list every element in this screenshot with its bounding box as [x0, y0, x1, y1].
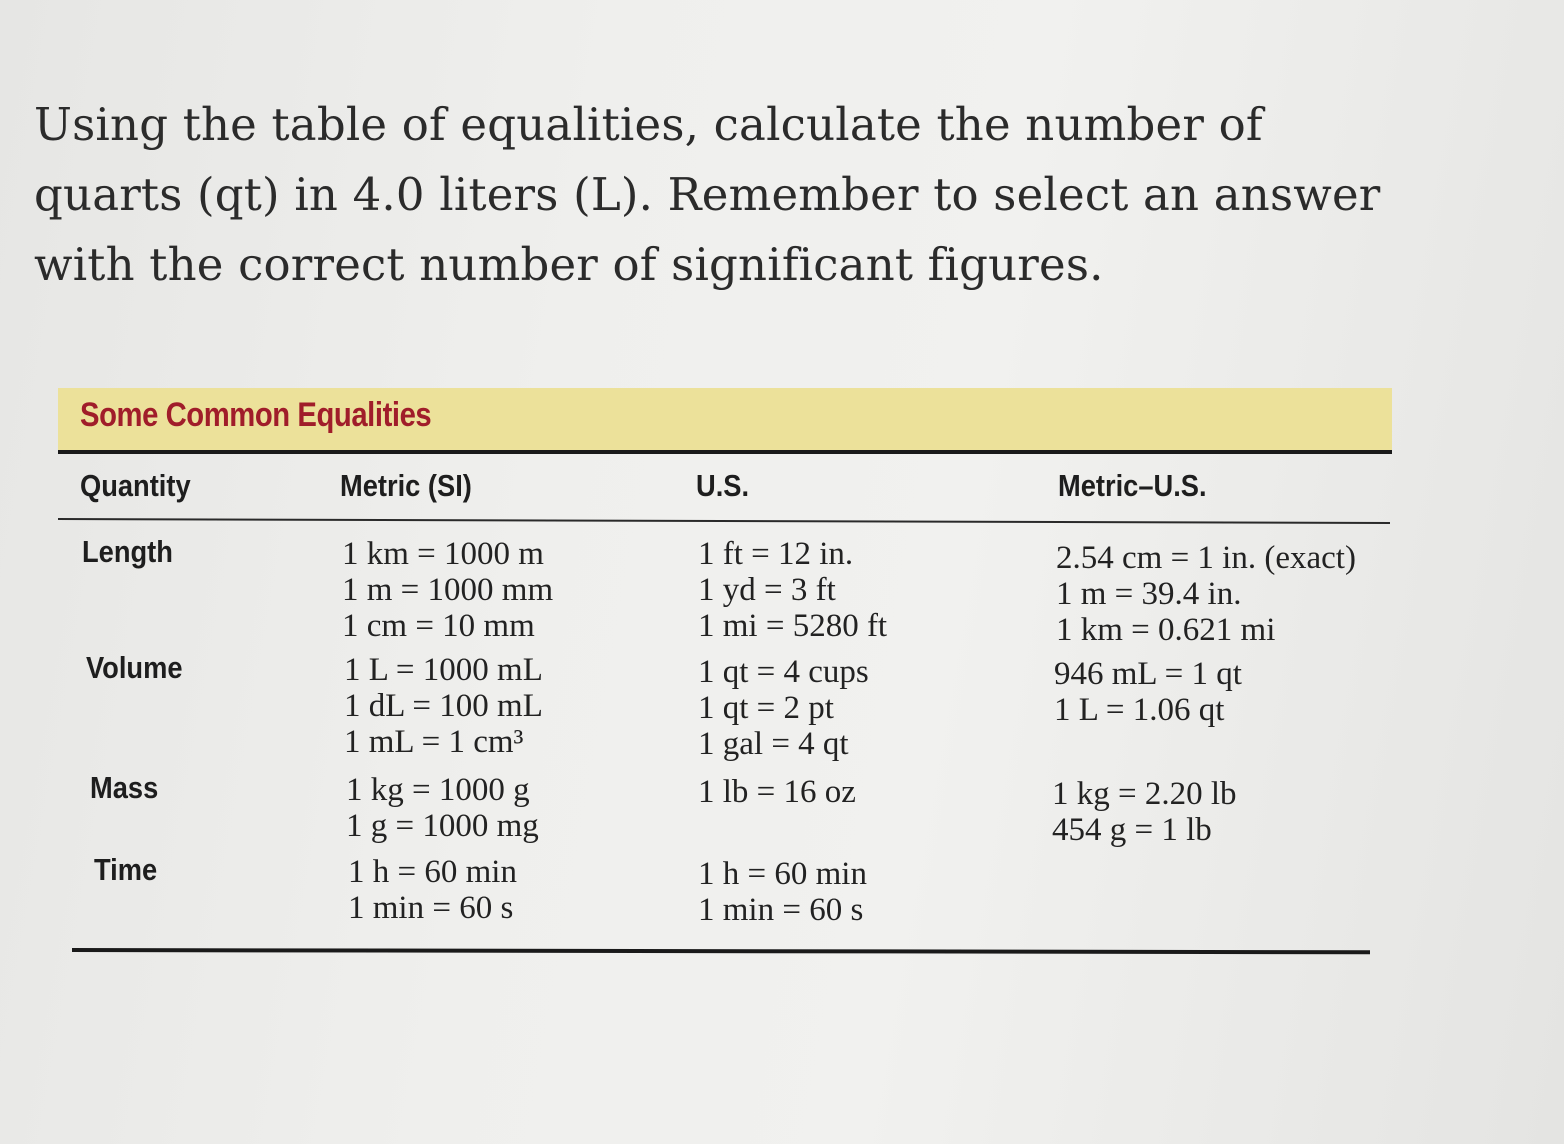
table-cell-line: 1 h = 60 min [348, 854, 517, 890]
table-title: Some Common Equalities [80, 396, 432, 434]
quantity-time: Time [94, 852, 158, 887]
time-us [698, 856, 867, 928]
volume-metric-us [1054, 656, 1242, 728]
quantity-mass: Mass [90, 770, 159, 805]
table-cell-line: 1 L = 1000 mL [344, 652, 543, 688]
table-cell-line: 1 gal = 4 qt [698, 726, 849, 762]
table-cell-line: 1 qt = 4 cups [698, 654, 869, 690]
table-cell-line: 2.54 cm = 1 in. (exact) [1056, 540, 1356, 576]
header-us: U.S. [696, 468, 750, 503]
table-cell-line: 1 m = 39.4 in. [1056, 576, 1242, 612]
volume-us [698, 654, 869, 762]
header-metric: Metric (SI) [340, 468, 472, 503]
table-cell-line: 1 m = 1000 mm [342, 572, 554, 608]
table-cell-line: 1 lb = 16 oz [698, 774, 856, 810]
table-cell-line: 1 ft = 12 in. [698, 536, 854, 572]
table-cell-line: 1 qt = 2 pt [698, 690, 834, 726]
header-quantity: Quantity [80, 468, 191, 503]
length-metric [342, 536, 553, 644]
equalities-table [58, 388, 1392, 958]
table-cell-line: 1 mi = 5280 ft [698, 608, 888, 644]
mass-metric-us [1052, 776, 1237, 848]
table-cell-line: 1 min = 60 s [348, 890, 514, 926]
quantity-volume: Volume [86, 650, 183, 685]
header-rule [58, 518, 1390, 524]
table-cell-line: 1 kg = 2.20 lb [1052, 776, 1237, 812]
mass-us [698, 774, 856, 810]
table-cell-line: 1 kg = 1000 g [346, 772, 530, 808]
table-cell-line: 1 min = 60 s [698, 892, 864, 928]
table-cell-line: 1 km = 1000 m [342, 536, 544, 572]
mass-metric [346, 772, 539, 844]
table-cell-line: 1 km = 0.621 mi [1056, 612, 1276, 648]
table-cell-line: 946 mL = 1 qt [1054, 656, 1242, 692]
volume-metric [344, 652, 543, 760]
header-metric-us: Metric–U.S. [1058, 468, 1207, 503]
table-cell-line: 1 mL = 1 cm³ [344, 724, 524, 760]
table-cell-line: 1 L = 1.06 qt [1054, 692, 1225, 728]
table-cell-line: 1 h = 60 min [698, 856, 867, 892]
table-cell-line: 1 yd = 3 ft [698, 572, 836, 608]
table-cell-line: 454 g = 1 lb [1052, 812, 1212, 848]
time-metric [348, 854, 517, 926]
table-cell-line: 1 dL = 100 mL [344, 688, 543, 724]
table-cell-line: 1 g = 1000 mg [346, 808, 539, 844]
table-cell-line: 1 cm = 10 mm [342, 608, 535, 644]
table-bottom-rule [72, 948, 1370, 954]
table-title-bar [58, 388, 1392, 454]
length-metric-us [1056, 540, 1356, 648]
question-text: Using the table of equalities, calculate the number of quarts (qt) in 4.0 liters (L). Remember to select an answer with the correct number of significant figures. [34, 98, 1381, 291]
length-us [698, 536, 887, 644]
quantity-length: Length [82, 534, 173, 569]
